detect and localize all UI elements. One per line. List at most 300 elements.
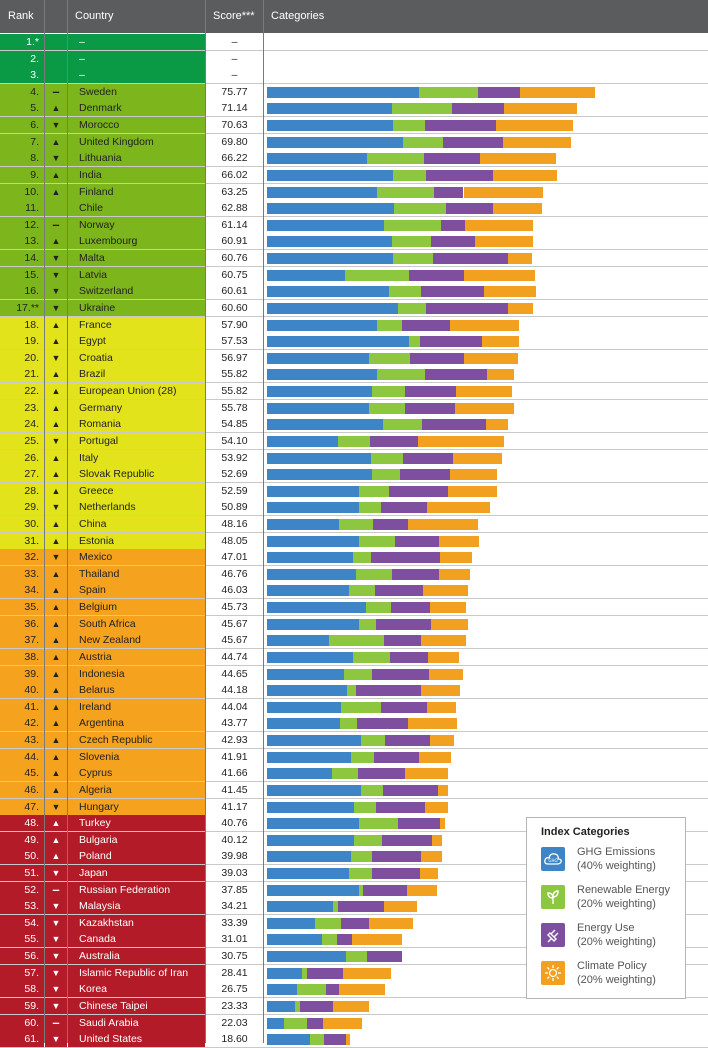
table-row bbox=[0, 632, 708, 649]
ghg-segment bbox=[267, 120, 393, 131]
category-bar bbox=[264, 400, 708, 417]
rank-cell: 48. bbox=[0, 815, 44, 832]
score-cell: 54.85 bbox=[206, 416, 263, 433]
cloud-ghg-icon bbox=[541, 847, 565, 871]
ghg-segment bbox=[267, 87, 419, 98]
country-cell: South Africa bbox=[68, 616, 205, 633]
climate-policy-segment bbox=[453, 453, 502, 464]
rank-cell: 35. bbox=[0, 599, 44, 616]
score-cell: – bbox=[206, 67, 263, 84]
score-cell: 37.85 bbox=[206, 882, 263, 899]
score-cell: 39.98 bbox=[206, 848, 263, 865]
country-cell: Mexico bbox=[68, 549, 205, 566]
ghg-segment bbox=[267, 968, 302, 979]
category-bar bbox=[264, 765, 708, 782]
country-cell: New Zealand bbox=[68, 632, 205, 649]
energy-use-segment bbox=[478, 87, 520, 98]
energy-use-segment bbox=[443, 137, 503, 148]
renewable-segment bbox=[332, 768, 358, 779]
ghg-segment bbox=[267, 153, 367, 164]
score-cell: 60.76 bbox=[206, 250, 263, 267]
climate-policy-segment bbox=[455, 403, 514, 414]
country-cell: Romania bbox=[68, 416, 205, 433]
trend-cell bbox=[45, 67, 67, 84]
rank-cell: 30. bbox=[0, 516, 44, 533]
score-cell: 52.69 bbox=[206, 466, 263, 483]
score-cell: 39.03 bbox=[206, 865, 263, 882]
energy-use-segment bbox=[446, 203, 493, 214]
table-row bbox=[0, 267, 708, 284]
country-cell: Canada bbox=[68, 931, 205, 948]
column-divider bbox=[205, 0, 206, 1043]
score-cell: 48.05 bbox=[206, 533, 263, 550]
country-cell: Estonia bbox=[68, 533, 205, 550]
renewable-segment bbox=[359, 502, 381, 513]
rank-cell: 39. bbox=[0, 666, 44, 683]
rank-cell: 25. bbox=[0, 433, 44, 450]
ghg-segment bbox=[267, 187, 377, 198]
legend-item-energy-use bbox=[541, 921, 686, 955]
category-bar bbox=[264, 649, 708, 666]
energy-use-segment bbox=[421, 286, 484, 297]
trend-up-icon: ▲ bbox=[45, 815, 67, 832]
rank-cell: 32. bbox=[0, 549, 44, 566]
renewable-segment bbox=[366, 602, 391, 613]
renewable-segment bbox=[356, 569, 392, 580]
country-cell: Brazil bbox=[68, 366, 205, 383]
rank-cell: 11. bbox=[0, 200, 44, 217]
category-bar bbox=[264, 134, 708, 151]
trend-down-icon: ▼ bbox=[45, 931, 67, 948]
energy-use-segment bbox=[324, 1034, 346, 1045]
climate-policy-segment bbox=[448, 486, 497, 497]
energy-use-segment bbox=[389, 486, 448, 497]
renewable-segment bbox=[354, 835, 382, 846]
table-row bbox=[0, 599, 708, 616]
score-cell: 60.91 bbox=[206, 233, 263, 250]
legend-ghg-label: GHG Emissions bbox=[577, 846, 656, 858]
table-row bbox=[0, 134, 708, 151]
rank-cell: 10. bbox=[0, 184, 44, 201]
climate-policy-segment bbox=[438, 785, 448, 796]
trend-down-icon: ▼ bbox=[45, 117, 67, 134]
climate-policy-segment bbox=[432, 835, 442, 846]
climate-policy-segment bbox=[440, 818, 444, 829]
trend-cell bbox=[45, 200, 67, 217]
ghg-segment bbox=[267, 1001, 295, 1012]
category-bar bbox=[264, 317, 708, 334]
trend-up-icon: ▲ bbox=[45, 566, 67, 583]
category-bar bbox=[264, 632, 708, 649]
climate-policy-segment bbox=[427, 502, 490, 513]
renewable-segment bbox=[329, 635, 384, 646]
ghg-segment bbox=[267, 851, 351, 862]
category-bar bbox=[264, 566, 708, 583]
category-bar bbox=[264, 167, 708, 184]
score-cell: 52.59 bbox=[206, 483, 263, 500]
country-cell: Morocco bbox=[68, 117, 205, 134]
column-divider bbox=[44, 0, 45, 1043]
rank-header-label: Rank bbox=[8, 10, 34, 22]
score-cell: 57.53 bbox=[206, 333, 263, 350]
table-row bbox=[0, 466, 708, 483]
trend-header bbox=[45, 0, 67, 33]
country-cell: Korea bbox=[68, 981, 205, 998]
rank-cell: 44. bbox=[0, 749, 44, 766]
trend-up-icon: ▲ bbox=[45, 732, 67, 749]
climate-policy-segment bbox=[407, 885, 437, 896]
rank-cell: 4. bbox=[0, 84, 44, 101]
renewable-segment bbox=[392, 103, 452, 114]
rank-cell: 41. bbox=[0, 699, 44, 716]
table-row bbox=[0, 366, 708, 383]
rank-cell: 7. bbox=[0, 134, 44, 151]
renewable-segment bbox=[339, 519, 373, 530]
rank-cell: 46. bbox=[0, 782, 44, 799]
country-cell: Slovenia bbox=[68, 749, 205, 766]
country-cell: Greece bbox=[68, 483, 205, 500]
rank-cell: 1.* bbox=[0, 34, 44, 51]
rank-cell: 47. bbox=[0, 799, 44, 816]
ghg-segment bbox=[267, 336, 409, 347]
ghg-segment bbox=[267, 685, 347, 696]
renewable-segment bbox=[367, 153, 424, 164]
trend-up-icon: ▲ bbox=[45, 184, 67, 201]
energy-use-segment bbox=[398, 818, 440, 829]
trend-up-icon: ▲ bbox=[45, 666, 67, 683]
score-cell: 54.10 bbox=[206, 433, 263, 450]
climate-policy-segment bbox=[503, 137, 571, 148]
country-cell: – bbox=[68, 51, 205, 68]
renewable-segment bbox=[372, 469, 400, 480]
country-cell: Austria bbox=[68, 649, 205, 666]
rank-cell: 57. bbox=[0, 965, 44, 982]
energy-use-segment bbox=[420, 336, 482, 347]
trend-up-icon: ▲ bbox=[45, 782, 67, 799]
energy-use-segment bbox=[434, 187, 464, 198]
energy-use-segment bbox=[357, 718, 408, 729]
score-cell: 46.03 bbox=[206, 582, 263, 599]
ghg-segment bbox=[267, 768, 332, 779]
table-row bbox=[0, 666, 708, 683]
climate-policy-segment bbox=[475, 236, 533, 247]
country-cell: Slovak Republic bbox=[68, 466, 205, 483]
score-header-label: Score*** bbox=[213, 10, 255, 22]
energy-use-segment bbox=[392, 569, 439, 580]
score-cell: 44.74 bbox=[206, 649, 263, 666]
renewable-segment bbox=[359, 486, 389, 497]
climate-policy-segment bbox=[418, 436, 504, 447]
rank-cell: 36. bbox=[0, 616, 44, 633]
trend-down-icon: ▼ bbox=[45, 499, 67, 516]
renewable-segment bbox=[384, 220, 441, 231]
renewable-segment bbox=[372, 386, 405, 397]
climate-policy-segment bbox=[450, 469, 497, 480]
score-cell: 75.77 bbox=[206, 84, 263, 101]
legend-item-ghg bbox=[541, 845, 686, 879]
score-cell: 71.14 bbox=[206, 100, 263, 117]
table-row bbox=[0, 765, 708, 782]
table-row bbox=[0, 383, 708, 400]
svg-text:GHG: GHG bbox=[548, 858, 558, 863]
category-bar bbox=[264, 682, 708, 699]
category-bar bbox=[264, 350, 708, 367]
renewable-segment bbox=[394, 203, 446, 214]
table-row bbox=[0, 217, 708, 234]
renewable-segment bbox=[392, 236, 431, 247]
energy-use-segment bbox=[337, 934, 352, 945]
country-cell: Portugal bbox=[68, 433, 205, 450]
ghg-segment bbox=[267, 369, 377, 380]
energy-use-segment bbox=[374, 752, 419, 763]
legend-climate-policy-weight: (20% weighting) bbox=[577, 974, 656, 986]
climate-policy-segment bbox=[487, 369, 514, 380]
country-cell: Kazakhstan bbox=[68, 915, 205, 932]
trend-down-icon: ▼ bbox=[45, 865, 67, 882]
energy-use-segment bbox=[372, 868, 420, 879]
category-bar bbox=[264, 250, 708, 267]
rank-cell: 42. bbox=[0, 715, 44, 732]
category-bar bbox=[264, 233, 708, 250]
renewable-segment bbox=[351, 752, 374, 763]
renewable-segment bbox=[344, 669, 372, 680]
energy-use-segment bbox=[341, 918, 369, 929]
rank-cell: 18. bbox=[0, 317, 44, 334]
country-cell: Ireland bbox=[68, 699, 205, 716]
score-cell: 40.12 bbox=[206, 832, 263, 849]
categories-header-label: Categories bbox=[271, 10, 325, 22]
rank-cell: 34. bbox=[0, 582, 44, 599]
ghg-segment bbox=[267, 170, 393, 181]
country-cell: Saudi Arabia bbox=[68, 1015, 205, 1032]
score-cell: 62.88 bbox=[206, 200, 263, 217]
country-cell: Indonesia bbox=[68, 666, 205, 683]
leaf-icon bbox=[541, 885, 565, 909]
renewable-segment bbox=[371, 453, 403, 464]
climate-policy-segment bbox=[493, 203, 542, 214]
climate-policy-segment bbox=[425, 802, 448, 813]
rank-cell: 51. bbox=[0, 865, 44, 882]
trend-up-icon: ▲ bbox=[45, 749, 67, 766]
energy-use-segment bbox=[372, 851, 421, 862]
category-bar bbox=[264, 483, 708, 500]
renewable-segment bbox=[393, 253, 433, 264]
energy-use-segment bbox=[358, 768, 405, 779]
ghg-segment bbox=[267, 137, 403, 148]
energy-use-segment bbox=[425, 369, 487, 380]
country-cell: Islamic Republic of Iran bbox=[68, 965, 205, 982]
trend-up-icon: ▲ bbox=[45, 400, 67, 417]
table-row bbox=[0, 100, 708, 117]
ghg-segment bbox=[267, 486, 359, 497]
renewable-segment bbox=[369, 353, 410, 364]
rank-cell: 61. bbox=[0, 1031, 44, 1048]
country-cell: Japan bbox=[68, 865, 205, 882]
table-row bbox=[0, 749, 708, 766]
renewable-segment bbox=[353, 552, 371, 563]
climate-policy-segment bbox=[496, 120, 573, 131]
category-bar bbox=[264, 715, 708, 732]
trend-same-icon: – bbox=[45, 217, 67, 234]
climate-policy-segment bbox=[343, 968, 391, 979]
score-cell: 66.22 bbox=[206, 150, 263, 167]
ghg-segment bbox=[267, 901, 333, 912]
table-row bbox=[0, 799, 708, 816]
ghg-segment bbox=[267, 735, 361, 746]
table-row bbox=[0, 549, 708, 566]
rank-header bbox=[0, 0, 44, 33]
score-cell: 40.76 bbox=[206, 815, 263, 832]
ghg-segment bbox=[267, 718, 340, 729]
ghg-segment bbox=[267, 669, 344, 680]
country-cell: Algeria bbox=[68, 782, 205, 799]
climate-policy-segment bbox=[419, 752, 451, 763]
score-cell: 55.82 bbox=[206, 366, 263, 383]
country-cell: United Kingdom bbox=[68, 134, 205, 151]
energy-use-segment bbox=[356, 685, 421, 696]
country-cell: United States bbox=[68, 1031, 205, 1048]
category-bar bbox=[264, 516, 708, 533]
country-header-label: Country bbox=[75, 10, 114, 22]
ghg-segment bbox=[267, 253, 393, 264]
country-cell: China bbox=[68, 516, 205, 533]
rank-cell: 24. bbox=[0, 416, 44, 433]
energy-use-segment bbox=[307, 1018, 323, 1029]
rank-cell: 49. bbox=[0, 832, 44, 849]
energy-use-segment bbox=[422, 419, 486, 430]
renewable-segment bbox=[403, 137, 443, 148]
rank-cell: 56. bbox=[0, 948, 44, 965]
trend-up-icon: ▲ bbox=[45, 649, 67, 666]
table-row bbox=[0, 699, 708, 716]
ghg-segment bbox=[267, 236, 392, 247]
climate-policy-segment bbox=[493, 170, 557, 181]
plug-icon bbox=[541, 923, 565, 947]
ghg-segment bbox=[267, 868, 349, 879]
rank-cell: 55. bbox=[0, 931, 44, 948]
category-bar bbox=[264, 217, 708, 234]
trend-up-icon: ▲ bbox=[45, 416, 67, 433]
country-cell: Malaysia bbox=[68, 898, 205, 915]
country-cell: Thailand bbox=[68, 566, 205, 583]
trend-up-icon: ▲ bbox=[45, 483, 67, 500]
energy-use-segment bbox=[431, 236, 475, 247]
climate-policy-segment bbox=[450, 320, 519, 331]
climate-policy-segment bbox=[421, 685, 460, 696]
table-row bbox=[0, 317, 708, 334]
score-cell: 45.67 bbox=[206, 616, 263, 633]
rank-cell: 59. bbox=[0, 998, 44, 1015]
category-bar bbox=[264, 267, 708, 284]
energy-use-segment bbox=[372, 669, 429, 680]
climate-policy-segment bbox=[440, 552, 472, 563]
trend-down-icon: ▼ bbox=[45, 150, 67, 167]
energy-use-segment bbox=[373, 519, 408, 530]
ghg-segment bbox=[267, 635, 329, 646]
country-cell: Belarus bbox=[68, 682, 205, 699]
table-row bbox=[0, 400, 708, 417]
score-cell: 43.77 bbox=[206, 715, 263, 732]
score-cell: – bbox=[206, 51, 263, 68]
renewable-segment bbox=[315, 918, 341, 929]
climate-policy-segment bbox=[504, 103, 577, 114]
rank-cell: 26. bbox=[0, 450, 44, 467]
rank-cell: 37. bbox=[0, 632, 44, 649]
trend-up-icon: ▲ bbox=[45, 848, 67, 865]
table-row bbox=[0, 150, 708, 167]
renewable-segment bbox=[419, 87, 478, 98]
rank-cell: 29. bbox=[0, 499, 44, 516]
rank-cell: 33. bbox=[0, 566, 44, 583]
energy-use-segment bbox=[400, 469, 450, 480]
score-cell: 44.65 bbox=[206, 666, 263, 683]
legend-item-renewable bbox=[541, 883, 686, 917]
trend-up-icon: ▲ bbox=[45, 832, 67, 849]
country-cell: Malta bbox=[68, 250, 205, 267]
score-cell: 55.78 bbox=[206, 400, 263, 417]
categories-header bbox=[264, 0, 708, 33]
rank-cell: 31. bbox=[0, 533, 44, 550]
renewable-segment bbox=[353, 652, 390, 663]
category-bar bbox=[264, 51, 708, 68]
ghg-segment bbox=[267, 619, 359, 630]
table-row bbox=[0, 34, 708, 51]
trend-up-icon: ▲ bbox=[45, 366, 67, 383]
category-bar bbox=[264, 616, 708, 633]
rank-cell: 38. bbox=[0, 649, 44, 666]
ghg-segment bbox=[267, 885, 359, 896]
trend-up-icon: ▲ bbox=[45, 466, 67, 483]
energy-use-segment bbox=[376, 619, 431, 630]
ghg-segment bbox=[267, 1018, 284, 1029]
table-row bbox=[0, 566, 708, 583]
climate-policy-segment bbox=[480, 153, 556, 164]
energy-use-segment bbox=[381, 502, 427, 513]
renewable-segment bbox=[310, 1034, 324, 1045]
trend-same-icon: – bbox=[45, 1015, 67, 1032]
score-cell: 41.45 bbox=[206, 782, 263, 799]
climate-policy-segment bbox=[408, 718, 457, 729]
country-cell: Italy bbox=[68, 450, 205, 467]
country-cell: Bulgaria bbox=[68, 832, 205, 849]
category-bar bbox=[264, 533, 708, 550]
renewable-segment bbox=[349, 868, 372, 879]
renewable-segment bbox=[345, 270, 409, 281]
table-row bbox=[0, 51, 708, 68]
table-row bbox=[0, 998, 708, 1015]
climate-policy-segment bbox=[333, 1001, 369, 1012]
score-cell: 22.03 bbox=[206, 1015, 263, 1032]
ghg-segment bbox=[267, 519, 339, 530]
category-bar bbox=[264, 799, 708, 816]
score-cell: 57.90 bbox=[206, 317, 263, 334]
energy-use-segment bbox=[405, 386, 456, 397]
ghg-segment bbox=[267, 951, 346, 962]
ghg-segment bbox=[267, 785, 361, 796]
legend-item-climate-policy bbox=[541, 959, 686, 993]
climate-policy-segment bbox=[430, 735, 454, 746]
climate-policy-segment bbox=[439, 569, 470, 580]
climate-policy-segment bbox=[430, 602, 466, 613]
ghg-segment bbox=[267, 585, 349, 596]
trend-down-icon: ▼ bbox=[45, 948, 67, 965]
energy-use-segment bbox=[370, 436, 418, 447]
trend-up-icon: ▲ bbox=[45, 383, 67, 400]
renewable-segment bbox=[359, 536, 395, 547]
trend-down-icon: ▼ bbox=[45, 965, 67, 982]
score-cell: 41.66 bbox=[206, 765, 263, 782]
legend-energy-use-label: Energy Use bbox=[577, 922, 635, 934]
